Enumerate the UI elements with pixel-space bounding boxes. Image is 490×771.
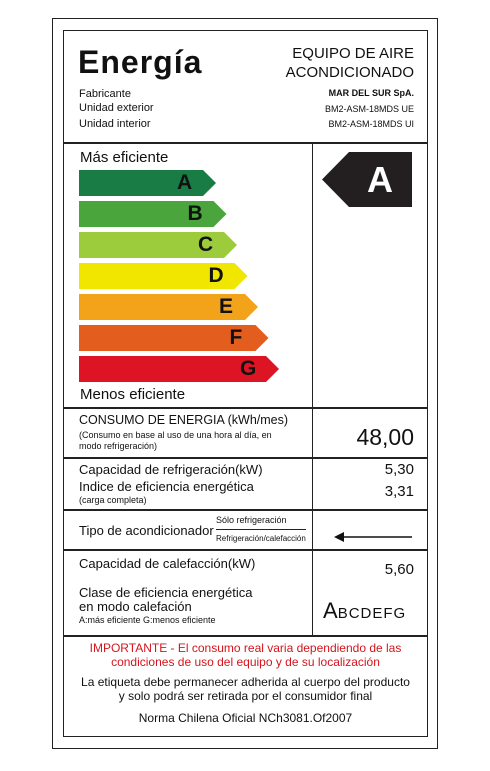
tipo-option-refrig-calef: Refrigeración/calefacción <box>216 534 306 543</box>
efficiency-bar-shape <box>79 232 237 258</box>
calefaccion-divider <box>312 550 313 636</box>
capacidad-refrigeracion-value: 5,30 <box>384 461 414 478</box>
product-type-line2: ACONDICIONADO <box>285 64 414 81</box>
clase-calefaccion-value <box>323 598 406 624</box>
rating-letter: A <box>367 159 393 200</box>
tipo-arrow-icon <box>334 530 414 544</box>
tipo-option-solo: Sólo refrigeración <box>216 515 287 525</box>
capacidad-refrigeracion-label: Capacidad de refrigeración(kW) <box>79 462 263 477</box>
scale-bottom-label: Menos eficiente <box>80 386 186 403</box>
unidad-exterior-label: Unidad exterior <box>79 102 154 114</box>
sticker-line1: La etiqueta debe permanecer adherida al cuerpo del producto <box>81 675 410 689</box>
efficiency-bar-f <box>79 325 269 351</box>
efficiency-bar-a <box>79 170 216 196</box>
consumo-divider <box>312 408 313 458</box>
efficiency-bar-letter: B <box>187 202 203 225</box>
indice-eficiencia-note: (carga completa) <box>79 495 147 505</box>
product-type-line1: EQUIPO DE AIRE <box>292 45 414 62</box>
indice-eficiencia-value: 3,31 <box>384 483 414 500</box>
consumo-title: CONSUMO DE ENERGIA (kWh/mes) <box>79 413 289 427</box>
label-title: Energía <box>78 44 203 80</box>
tipo-option-separator <box>216 529 306 530</box>
unidad-exterior-value: BM2-ASM-18MDS UE <box>324 104 414 114</box>
norma: Norma Chilena Oficial NCh3081.Of2007 <box>138 711 353 725</box>
efficiency-bar-shape <box>79 201 227 227</box>
sticker-line2: y solo podrá ser retirada por el consumidor final <box>118 689 373 703</box>
consumo-note-line2: modo refrigeración) <box>79 441 158 451</box>
efficiency-bar-d <box>79 263 248 289</box>
clase-calefaccion-note: A:más eficiente G:menos eficiente <box>79 615 216 625</box>
efficiency-bar-letter: C <box>198 233 214 256</box>
clase-calefaccion-line1: Clase de eficiencia energética <box>79 585 253 600</box>
capacidad-calefaccion-value: 5,60 <box>384 561 414 578</box>
efficiency-bar-b <box>79 201 227 227</box>
important-line1: IMPORTANTE - El consumo real varia dependiendo de las <box>89 641 402 655</box>
unidad-interior-value: BM2-ASM-18MDS UI <box>328 119 414 129</box>
fabricante-label: Fabricante <box>79 88 131 100</box>
efficiency-bar-letter: D <box>208 264 224 287</box>
efficiency-bar-letter: F <box>229 326 243 349</box>
fabricante-value: MAR DEL SUR SpA. <box>328 88 414 98</box>
unidad-interior-label: Unidad interior <box>79 118 151 130</box>
clase-calefaccion-rest: BCDEFG <box>337 605 407 622</box>
efficiency-bar-letter: G <box>240 357 257 380</box>
important-line2: condiciones de uso del equipo y de su localización <box>111 655 380 669</box>
rating-arrow <box>322 152 412 207</box>
scale-top-label: Más eficiente <box>80 149 169 166</box>
refrigeracion-divider <box>312 458 313 510</box>
consumo-value: 48,00 <box>356 424 414 450</box>
clase-calefaccion-line2: en modo calefación <box>79 599 192 614</box>
scale-divider <box>312 143 313 408</box>
capacidad-calefaccion-label: Capacidad de calefacción(kW) <box>79 556 256 571</box>
indice-eficiencia-label: Indice de eficiencia energética <box>79 479 254 494</box>
efficiency-bar-c <box>79 232 237 258</box>
clase-calefaccion-selected: A <box>323 598 338 623</box>
efficiency-bar-letter: A <box>177 171 193 194</box>
tipo-label: Tipo de acondicionador <box>79 523 214 538</box>
efficiency-bar-letter: E <box>219 295 234 318</box>
consumo-note-line1: (Consumo en base al uso de una hora al día, en <box>79 430 272 440</box>
efficiency-bar-g <box>79 356 279 382</box>
efficiency-bar-e <box>79 294 258 320</box>
efficiency-bar-shape <box>79 170 216 196</box>
tipo-divider <box>312 510 313 550</box>
